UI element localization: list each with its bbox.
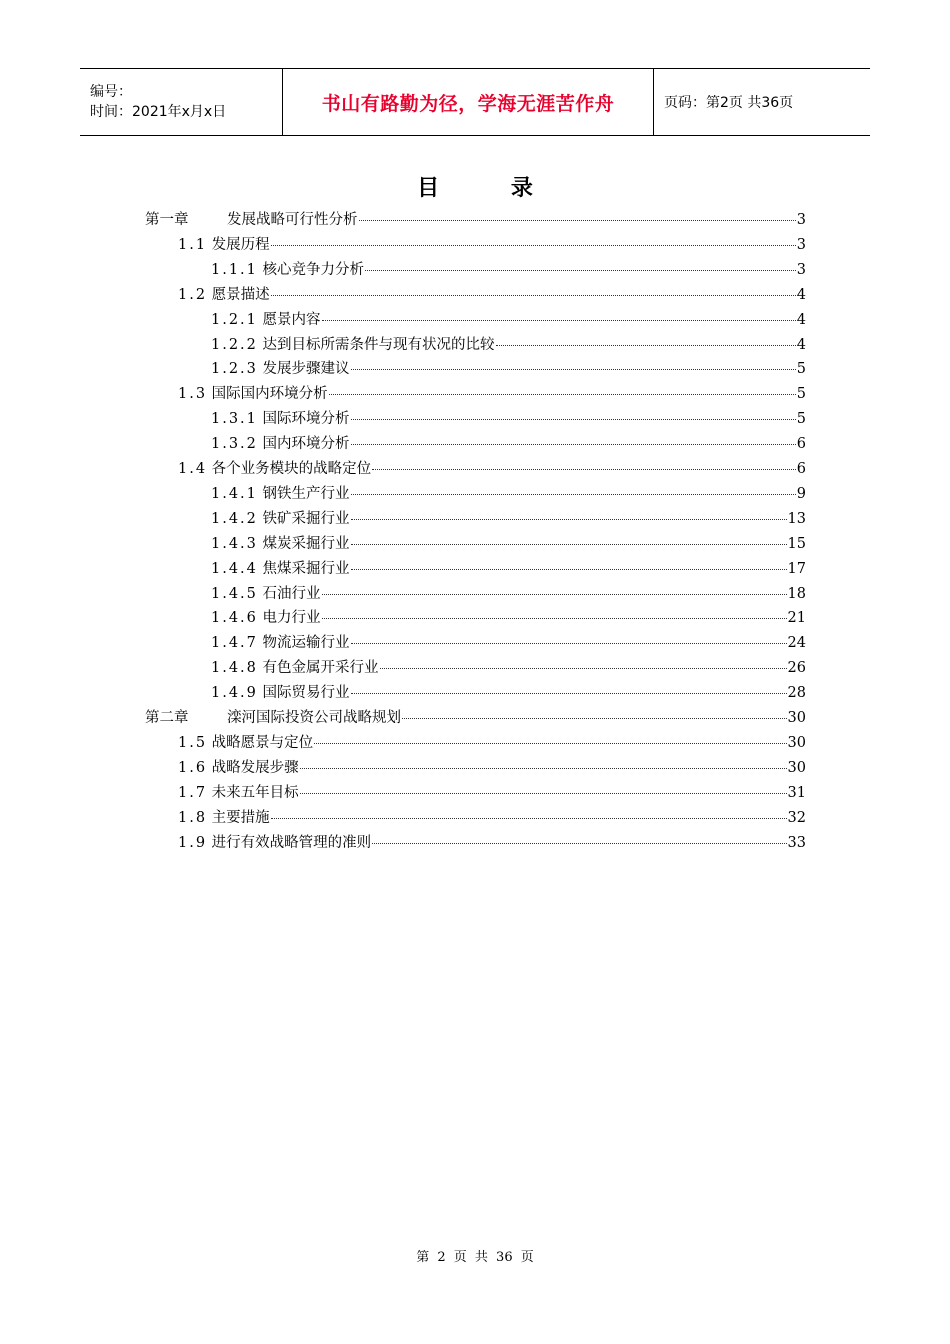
toc-entry-title: 愿景内容 bbox=[262, 311, 321, 328]
toc-entry-number: 1.4.7 bbox=[211, 635, 258, 652]
toc-entry-number: 1.1.1 bbox=[211, 261, 258, 278]
toc-entry-label bbox=[178, 382, 328, 406]
toc-page-number: 33 bbox=[787, 834, 806, 851]
toc-entry-label bbox=[178, 781, 299, 805]
toc-entry[interactable] bbox=[178, 756, 806, 780]
toc-page-number: 3 bbox=[796, 212, 806, 228]
toc-entry-number: 1.4.4 bbox=[211, 560, 258, 577]
header-slogan-cell bbox=[282, 69, 654, 135]
toc-entry-label bbox=[211, 507, 350, 531]
toc-entry[interactable] bbox=[211, 631, 806, 655]
toc-entry-label bbox=[178, 806, 270, 830]
toc-entry-number: 1.4.9 bbox=[211, 685, 258, 702]
toc-entry-number: 1.2 bbox=[178, 286, 208, 303]
toc-page-number: 4 bbox=[796, 311, 806, 328]
toc-page-number: 6 bbox=[796, 436, 806, 453]
toc-leader-dots bbox=[402, 718, 787, 719]
toc-leader-dots bbox=[372, 843, 786, 844]
toc-entry[interactable] bbox=[211, 258, 806, 282]
toc-entry-number: 1.4.8 bbox=[211, 660, 258, 677]
toc-entry-number: 1.2.3 bbox=[211, 361, 258, 378]
toc-entry-number: 1.3 bbox=[178, 386, 208, 403]
toc-page-number: 3 bbox=[796, 236, 806, 253]
toc-page-number: 4 bbox=[796, 336, 806, 353]
toc-leader-dots bbox=[372, 469, 796, 470]
toc-leader-dots bbox=[300, 768, 787, 769]
toc-page-number: 30 bbox=[787, 734, 806, 751]
toc-entry-title: 焦煤采掘行业 bbox=[262, 560, 350, 577]
toc-entry[interactable] bbox=[178, 457, 806, 481]
toc-entry-label bbox=[211, 631, 350, 655]
toc-leader-dots bbox=[351, 544, 787, 545]
toc-entry[interactable] bbox=[178, 781, 806, 805]
toc-leader-dots bbox=[351, 569, 787, 570]
toc-entry-label bbox=[145, 208, 358, 232]
toc-entry[interactable] bbox=[211, 656, 806, 680]
toc-page-number: 17 bbox=[787, 560, 806, 577]
toc-entry-title: 国际国内环境分析 bbox=[211, 386, 328, 403]
toc-entry-number: 1.2.1 bbox=[211, 311, 258, 328]
toc-entry-title: 电力行业 bbox=[262, 610, 321, 627]
header-page-cell bbox=[654, 69, 870, 135]
toc-entry-number: 第二章 bbox=[145, 710, 189, 726]
toc-entry[interactable] bbox=[211, 507, 806, 531]
toc-chapter-entry[interactable] bbox=[145, 208, 806, 232]
toc-page-number: 13 bbox=[787, 510, 806, 527]
toc-entry-number: 1.8 bbox=[178, 809, 208, 826]
toc-entry-title: 国内环境分析 bbox=[262, 436, 350, 453]
toc-entry[interactable] bbox=[211, 308, 806, 332]
toc-entry-number: 1.4.3 bbox=[211, 535, 258, 552]
toc-page-number: 9 bbox=[796, 485, 806, 502]
toc-entry-title: 核心竞争力分析 bbox=[262, 261, 365, 278]
toc-page-number: 30 bbox=[787, 759, 806, 776]
toc-entry-label bbox=[178, 457, 371, 481]
toc-entry-label bbox=[178, 283, 270, 307]
toc-entry[interactable] bbox=[211, 333, 806, 357]
toc-entry-label bbox=[211, 532, 350, 556]
toc-entry-label bbox=[145, 706, 401, 730]
toc-entry-title: 铁矿采掘行业 bbox=[262, 510, 350, 527]
toc-entry-title: 石油行业 bbox=[262, 585, 321, 602]
toc-entry-title: 钢铁生产行业 bbox=[262, 485, 350, 502]
toc-entry-title: 进行有效战略管理的准则 bbox=[211, 834, 372, 851]
toc-entry-title: 主要措施 bbox=[211, 809, 270, 826]
toc-entry-title: 发展历程 bbox=[211, 236, 270, 253]
toc-entry-number: 1.3.2 bbox=[211, 436, 258, 453]
toc-entry-title: 有色金属开采行业 bbox=[262, 660, 379, 677]
header-meta bbox=[80, 69, 282, 135]
toc-page-number: 28 bbox=[787, 685, 806, 702]
toc-entry-number: 1.4.6 bbox=[211, 610, 258, 627]
toc-leader-dots bbox=[359, 220, 796, 221]
toc-page-number: 3 bbox=[796, 261, 806, 278]
toc-entry-title: 战略发展步骤 bbox=[211, 759, 299, 776]
toc-entry-title: 煤炭采掘行业 bbox=[262, 535, 350, 552]
toc-entry[interactable] bbox=[178, 806, 806, 830]
toc-leader-dots bbox=[351, 494, 796, 495]
toc-entry-title: 滦河国际投资公司战略规划 bbox=[227, 710, 401, 726]
toc-page-number: 5 bbox=[796, 411, 806, 428]
toc-entry-label bbox=[211, 333, 495, 357]
toc-entry[interactable] bbox=[211, 407, 806, 431]
toc-entry-label bbox=[211, 656, 379, 680]
toc-entry-number: 1.6 bbox=[178, 759, 208, 776]
toc-page-number: 24 bbox=[787, 635, 806, 652]
toc-entry-label bbox=[211, 357, 350, 381]
toc-leader-dots bbox=[351, 643, 787, 644]
toc-leader-dots bbox=[322, 594, 787, 595]
toc-entry-label bbox=[211, 681, 350, 705]
toc-entry-label bbox=[211, 557, 350, 581]
toc-leader-dots bbox=[300, 793, 787, 794]
toc-leader-dots bbox=[271, 295, 796, 296]
toc-page-number: 26 bbox=[787, 660, 806, 677]
document-time-label: 时间：2021年x月x日 bbox=[90, 104, 227, 120]
toc-leader-dots bbox=[380, 668, 787, 669]
toc-entry-title: 国际环境分析 bbox=[262, 411, 350, 428]
toc-entry-number: 1.4.5 bbox=[211, 585, 258, 602]
toc-entry-label bbox=[211, 582, 321, 606]
toc-entry-number: 1.2.2 bbox=[211, 336, 258, 353]
toc-leader-dots bbox=[314, 743, 786, 744]
toc-page-number: 5 bbox=[796, 361, 806, 378]
toc-entry-number: 第一章 bbox=[145, 212, 189, 228]
toc-entry-title: 物流运输行业 bbox=[262, 635, 350, 652]
toc-entry-label bbox=[178, 831, 371, 855]
toc-entry-number: 1.7 bbox=[178, 784, 208, 801]
toc-page-number: 4 bbox=[796, 286, 806, 303]
toc-entry[interactable] bbox=[211, 482, 806, 506]
toc-entry-title: 发展步骤建议 bbox=[262, 361, 350, 378]
toc-entry-number: 1.4.2 bbox=[211, 510, 258, 527]
toc-entry[interactable] bbox=[211, 357, 806, 381]
toc-page-number: 6 bbox=[796, 461, 806, 477]
toc-entry-label bbox=[211, 432, 350, 456]
toc-leader-dots bbox=[351, 519, 787, 520]
toc-entry-title: 达到目标所需条件与现有状况的比较 bbox=[262, 336, 495, 353]
toc-page-number: 32 bbox=[787, 809, 806, 826]
toc-page-number: 30 bbox=[787, 710, 806, 726]
toc-chapter-entry[interactable] bbox=[145, 706, 806, 730]
toc-leader-dots bbox=[365, 270, 796, 271]
toc-entry[interactable] bbox=[211, 582, 806, 606]
toc-entry[interactable] bbox=[178, 382, 806, 406]
toc-entry-title: 国际贸易行业 bbox=[262, 685, 350, 702]
header-page-info: 页码：第2页 共36页 bbox=[664, 95, 794, 111]
toc-entry[interactable] bbox=[178, 831, 806, 855]
toc-page-number: 31 bbox=[787, 784, 806, 801]
toc-page-number: 5 bbox=[796, 386, 806, 403]
toc-leader-dots bbox=[329, 394, 796, 395]
toc-entry[interactable] bbox=[178, 283, 806, 307]
toc-entry-title: 愿景描述 bbox=[211, 286, 270, 303]
toc-entry-label bbox=[211, 407, 350, 431]
toc-entry-number: 1.5 bbox=[178, 734, 208, 751]
toc-leader-dots bbox=[351, 369, 796, 370]
toc-entry-number: 1.9 bbox=[178, 834, 208, 851]
toc-entry-title: 各个业务模块的战略定位 bbox=[211, 461, 372, 477]
toc-entry-label bbox=[178, 731, 313, 755]
toc-entry[interactable] bbox=[211, 432, 806, 456]
toc-entry-label bbox=[178, 233, 270, 257]
toc-entry-label bbox=[211, 482, 350, 506]
toc-entry-number: 1.1 bbox=[178, 236, 208, 253]
toc-entry[interactable] bbox=[211, 532, 806, 556]
toc-leader-dots bbox=[351, 693, 787, 694]
toc-title: 目 录 bbox=[417, 176, 565, 201]
toc-entry[interactable] bbox=[178, 731, 806, 755]
page-footer: 第 2 页 共 36 页 bbox=[416, 1250, 534, 1265]
toc-entry-label bbox=[178, 756, 299, 780]
toc-leader-dots bbox=[322, 320, 796, 321]
toc-entry-title: 未来五年目标 bbox=[211, 784, 299, 801]
toc-leader-dots bbox=[271, 818, 787, 819]
toc-entry[interactable] bbox=[178, 233, 806, 257]
toc-page-number: 18 bbox=[787, 585, 806, 602]
toc-entry-label bbox=[211, 258, 364, 282]
toc-entry[interactable] bbox=[211, 681, 806, 705]
toc-entry-title: 战略愿景与定位 bbox=[211, 734, 314, 751]
toc-leader-dots bbox=[351, 419, 796, 420]
toc-leader-dots bbox=[351, 444, 796, 445]
document-header bbox=[80, 68, 870, 136]
header-slogan: 书山有路勤为径，学海无涯苦作舟 bbox=[321, 92, 615, 115]
toc-entry-number: 1.4.1 bbox=[211, 485, 258, 502]
toc-leader-dots bbox=[271, 245, 796, 246]
toc-entry-number: 1.4 bbox=[178, 461, 208, 477]
toc-entry-label bbox=[211, 606, 321, 630]
toc-leader-dots bbox=[496, 345, 796, 346]
toc-entry-title: 发展战略可行性分析 bbox=[227, 212, 358, 228]
toc-page-number: 21 bbox=[787, 610, 806, 627]
toc-entry[interactable] bbox=[211, 557, 806, 581]
toc-entry-label bbox=[211, 308, 321, 332]
toc-page-number: 15 bbox=[787, 535, 806, 552]
toc-entry[interactable] bbox=[211, 606, 806, 630]
document-number-label: 编号： bbox=[90, 84, 132, 100]
toc-leader-dots bbox=[322, 618, 787, 619]
toc-entry-number: 1.3.1 bbox=[211, 411, 258, 428]
